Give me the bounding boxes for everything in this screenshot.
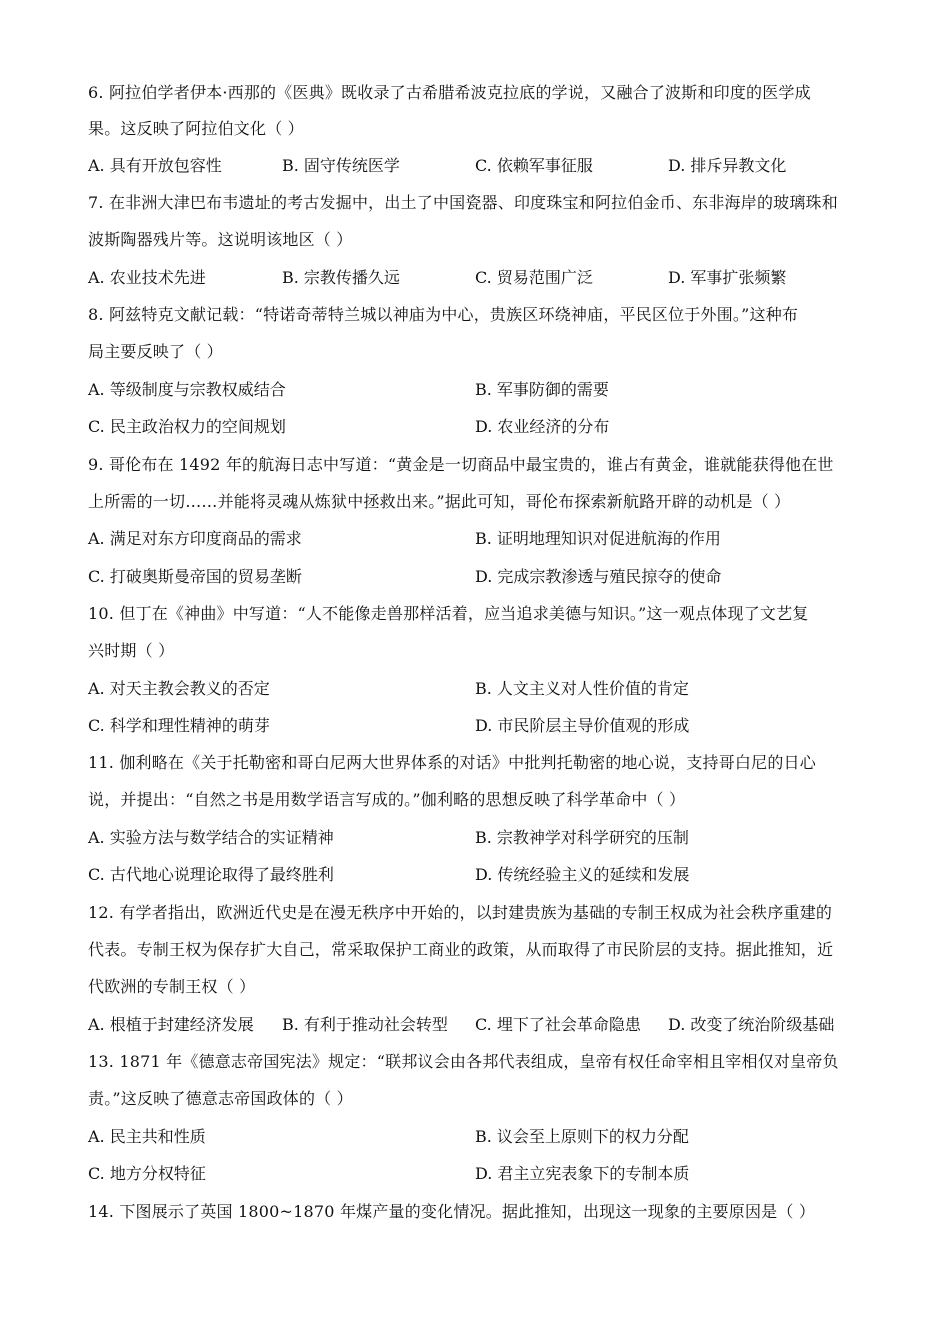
question-6-option-c[interactable]: C. 依赖军事征服 (475, 156, 593, 175)
question-12-option-b[interactable]: B. 有利于推动社会转型 (282, 1015, 448, 1034)
question-13-option-a[interactable]: A. 民主共和性质 (88, 1127, 206, 1146)
question-8-option-b[interactable]: B. 军事防御的需要 (475, 380, 609, 399)
question-10-option-c[interactable]: C. 科学和理性精神的萌芽 (88, 716, 270, 735)
question-11-option-a[interactable]: A. 实验方法与数学结合的实证精神 (88, 828, 334, 847)
question-10-line-2: 兴时期（ ） (88, 641, 175, 660)
question-13-line-2: 责。”这反映了德意志帝国政体的（ ） (88, 1089, 353, 1108)
question-13-option-b[interactable]: B. 议会至上原则下的权力分配 (475, 1127, 689, 1146)
question-13-option-d[interactable]: D. 君主立宪表象下的专制本质 (475, 1164, 690, 1183)
question-12-option-c[interactable]: C. 埋下了社会革命隐患 (475, 1015, 641, 1034)
question-7-option-b[interactable]: B. 宗教传播久远 (282, 268, 400, 287)
question-9-line-1: 9. 哥伦布在 1492 年的航海日志中写道：“黄金是一切商品中最宝贵的，谁占有黄金，谁就能获得他在世 (88, 455, 834, 474)
question-12-line-3: 代欧洲的专制王权（ ） (88, 977, 256, 996)
question-10-option-a[interactable]: A. 对天主教会教义的否定 (88, 679, 270, 698)
question-10-option-b[interactable]: B. 人文主义对人性价值的肯定 (475, 679, 689, 698)
question-12-option-d[interactable]: D. 改变了统治阶级基础 (668, 1015, 835, 1034)
question-11-option-c[interactable]: C. 古代地心说理论取得了最终胜利 (88, 865, 334, 884)
question-12-option-a[interactable]: A. 根植于封建经济发展 (88, 1015, 254, 1034)
question-12-line-2: 代表。专制王权为保存扩大自己，常采取保护工商业的政策，从而取得了市民阶层的支持。据此推知，近 (88, 940, 834, 959)
question-7-option-d[interactable]: D. 军事扩张频繁 (668, 268, 787, 287)
question-12-line-1: 12. 有学者指出，欧洲近代史是在漫无秩序中开始的，以封建贵族为基础的专制王权成为社会秩序重建的 (88, 903, 833, 922)
question-6-line-2: 果。这反映了阿拉伯文化（ ） (88, 119, 304, 138)
question-6-option-d[interactable]: D. 排斥异教文化 (668, 156, 787, 175)
question-7-line-1: 7. 在非洲大津巴布韦遗址的考古发掘中，出土了中国瓷器、印度珠宝和阿拉伯金币、东非海岸的玻璃珠和 (88, 193, 838, 212)
question-8-option-d[interactable]: D. 农业经济的分布 (475, 417, 610, 436)
question-6-line-1: 6. 阿拉伯学者伊本·西那的《医典》既收录了古希腊希波克拉底的学说，又融合了波斯和印度的医学成 (88, 83, 811, 102)
question-8-option-a[interactable]: A. 等级制度与宗教权威结合 (88, 380, 286, 399)
question-9-option-a[interactable]: A. 满足对东方印度商品的需求 (88, 529, 302, 548)
question-7-line-2: 波斯陶器残片等。这说明该地区（ ） (88, 230, 353, 249)
question-7-option-c[interactable]: C. 贸易范围广泛 (475, 268, 593, 287)
question-11-option-b[interactable]: B. 宗教神学对科学研究的压制 (475, 828, 689, 847)
question-9-option-b[interactable]: B. 证明地理知识对促进航海的作用 (475, 529, 721, 548)
question-8-line-1: 8. 阿兹特克文献记载：“特诺奇蒂特兰城以神庙为中心，贵族区环绕神庙，平民区位于外围。”这种布 (88, 305, 799, 324)
question-11-line-2: 说，并提出：“自然之书是用数学语言写成的。”伽利略的思想反映了科学革命中（ ） (88, 790, 686, 809)
question-10-option-d[interactable]: D. 市民阶层主导价值观的形成 (475, 716, 690, 735)
question-8-option-c[interactable]: C. 民主政治权力的空间规划 (88, 417, 286, 436)
question-11-line-1: 11. 伽利略在《关于托勒密和哥白尼两大世界体系的对话》中批判托勒密的地心说，支持哥白尼的日心 (88, 753, 816, 772)
question-6-option-a[interactable]: A. 具有开放包容性 (88, 156, 222, 175)
question-13-line-1: 13. 1871 年《德意志帝国宪法》规定：“联邦议会由各邦代表组成，皇帝有权任命宰相且宰相仅对皇帝负 (88, 1052, 839, 1071)
question-9-option-c[interactable]: C. 打破奥斯曼帝国的贸易垄断 (88, 567, 302, 586)
question-13-option-c[interactable]: C. 地方分权特征 (88, 1164, 206, 1183)
question-10-line-1: 10. 但丁在《神曲》中写道：“人不能像走兽那样活着，应当追求美德与知识。”这一观点体现了文艺复 (88, 604, 809, 623)
question-6-option-b[interactable]: B. 固守传统医学 (282, 156, 400, 175)
question-7-option-a[interactable]: A. 农业技术先进 (88, 268, 206, 287)
question-14-line-1: 14. 下图展示了英国 1800~1870 年煤产量的变化情况。据此推知，出现这一现象的主要原因是（ ） (88, 1202, 816, 1221)
question-11-option-d[interactable]: D. 传统经验主义的延续和发展 (475, 865, 690, 884)
question-8-line-2: 局主要反映了（ ） (88, 342, 223, 361)
question-9-option-d[interactable]: D. 完成宗教渗透与殖民掠夺的使命 (475, 567, 722, 586)
question-9-line-2: 上所需的一切……并能将灵魂从炼狱中拯救出来。”据此可知，哥伦布探索新航路开辟的动机是（ ） (88, 492, 791, 511)
